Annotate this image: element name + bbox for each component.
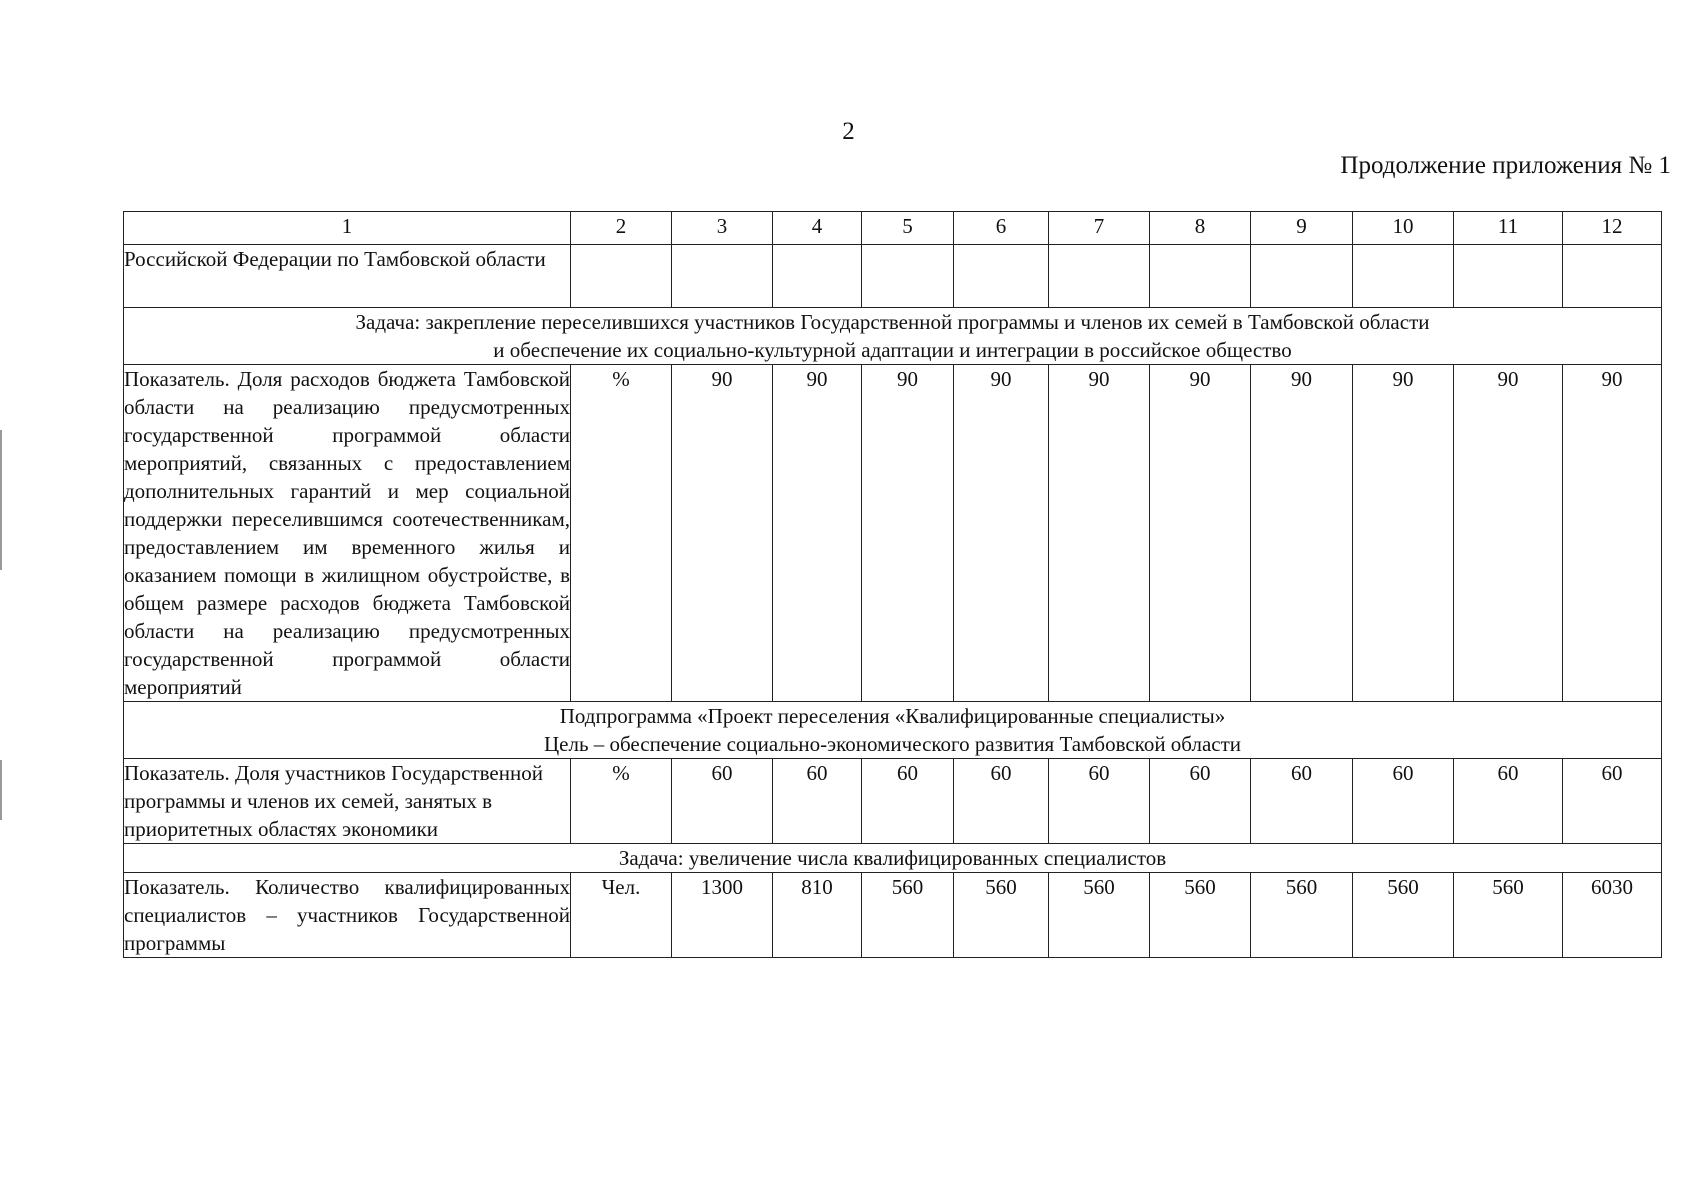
column-number: 12 xyxy=(1563,212,1662,245)
indicator-row xyxy=(124,873,1662,958)
value-cell: 90 xyxy=(1150,365,1251,702)
value-cell: 560 xyxy=(1251,873,1353,958)
indicator-text: Показатель. Доля расходов бюджета Тамбовской области на реализацию предусмотренных государственной программой области мероприятий, связанных с предоставлением дополнительных гарантий и мер социальной поддержки переселившимся соотечественникам, предоставлением им временного жилья и оказанием помощи в жилищном обустройстве, в общем размере расходов бюджета Тамбовской области на реализацию предусмотренных государственной программой области мероприятий xyxy=(124,365,571,702)
empty-cell xyxy=(1251,245,1353,308)
scan-edge-mark xyxy=(0,760,2,820)
indicator-row xyxy=(124,365,1662,702)
empty-cell xyxy=(862,245,954,308)
indicator-text: Показатель. Количество квалифицированных специалистов – участников Государственной программы xyxy=(124,873,571,958)
value-cell: 90 xyxy=(1563,365,1662,702)
value-cell: 90 xyxy=(1049,365,1150,702)
task-line: Задача: закрепление переселившихся участников Государственной программы и членов их семей в Тамбовской области xyxy=(355,310,1430,334)
value-cell: 60 xyxy=(773,759,862,844)
column-number: 7 xyxy=(1049,212,1150,245)
unit-cell: Чел. xyxy=(571,873,672,958)
value-cell: 90 xyxy=(1454,365,1563,702)
value-cell: 60 xyxy=(1251,759,1353,844)
column-number: 1 xyxy=(124,212,571,245)
value-cell: 560 xyxy=(862,873,954,958)
column-number: 11 xyxy=(1454,212,1563,245)
indicator-row xyxy=(124,759,1662,844)
subprogram-line: Подпрограмма «Проект переселения «Квалифицированные специалисты» xyxy=(559,704,1226,728)
column-number: 5 xyxy=(862,212,954,245)
task-heading xyxy=(124,308,1662,365)
empty-cell xyxy=(1150,245,1251,308)
column-number: 6 xyxy=(954,212,1049,245)
task-heading: Задача: увеличение числа квалифицированных специалистов xyxy=(124,844,1662,873)
indicator-text: Показатель. Доля участников Государственной программы и членов их семей, занятых в приоритетных областях экономики xyxy=(124,759,571,844)
value-cell: 1300 xyxy=(672,873,773,958)
value-cell: 90 xyxy=(862,365,954,702)
value-cell: 90 xyxy=(773,365,862,702)
column-number: 9 xyxy=(1251,212,1353,245)
page-number: 2 xyxy=(842,118,855,145)
subprogram-row xyxy=(124,702,1662,759)
unit-cell: % xyxy=(571,365,672,702)
indicators-table xyxy=(123,211,1662,958)
value-cell: 90 xyxy=(1353,365,1454,702)
appendix-continuation-note: Продолжение приложения № 1 xyxy=(1340,152,1671,179)
subprogram-heading xyxy=(124,702,1662,759)
value-cell: 60 xyxy=(1150,759,1251,844)
column-number: 3 xyxy=(672,212,773,245)
value-cell: 90 xyxy=(672,365,773,702)
value-cell: 60 xyxy=(1454,759,1563,844)
value-cell: 60 xyxy=(954,759,1049,844)
task-line: и обеспечение их социально-культурной адаптации и интеграции в российское общество xyxy=(493,338,1292,362)
continuation-row xyxy=(124,245,1662,308)
value-cell: 560 xyxy=(1150,873,1251,958)
value-cell: 60 xyxy=(672,759,773,844)
empty-cell xyxy=(1353,245,1454,308)
column-number: 2 xyxy=(571,212,672,245)
value-cell: 60 xyxy=(1049,759,1150,844)
subprogram-line: Цель – обеспечение социально-экономического развития Тамбовской области xyxy=(543,732,1242,756)
empty-cell xyxy=(773,245,862,308)
value-cell: 90 xyxy=(1251,365,1353,702)
value-cell: 90 xyxy=(954,365,1049,702)
empty-cell xyxy=(1563,245,1662,308)
value-cell: 60 xyxy=(862,759,954,844)
value-cell: 560 xyxy=(1353,873,1454,958)
column-number-row xyxy=(124,212,1662,245)
unit-cell: % xyxy=(571,759,672,844)
value-cell: 810 xyxy=(773,873,862,958)
column-number: 8 xyxy=(1150,212,1251,245)
task-row xyxy=(124,308,1662,365)
empty-cell xyxy=(571,245,672,308)
empty-cell xyxy=(954,245,1049,308)
empty-cell xyxy=(672,245,773,308)
continuation-text: Российской Федерации по Тамбовской области xyxy=(124,245,571,308)
value-cell: 60 xyxy=(1563,759,1662,844)
value-cell: 6030 xyxy=(1563,873,1662,958)
column-number: 10 xyxy=(1353,212,1454,245)
value-cell: 560 xyxy=(1049,873,1150,958)
task-row xyxy=(124,844,1662,873)
empty-cell xyxy=(1454,245,1563,308)
column-number: 4 xyxy=(773,212,862,245)
scan-edge-mark xyxy=(0,430,2,570)
empty-cell xyxy=(1049,245,1150,308)
value-cell: 560 xyxy=(954,873,1049,958)
value-cell: 560 xyxy=(1454,873,1563,958)
value-cell: 60 xyxy=(1353,759,1454,844)
